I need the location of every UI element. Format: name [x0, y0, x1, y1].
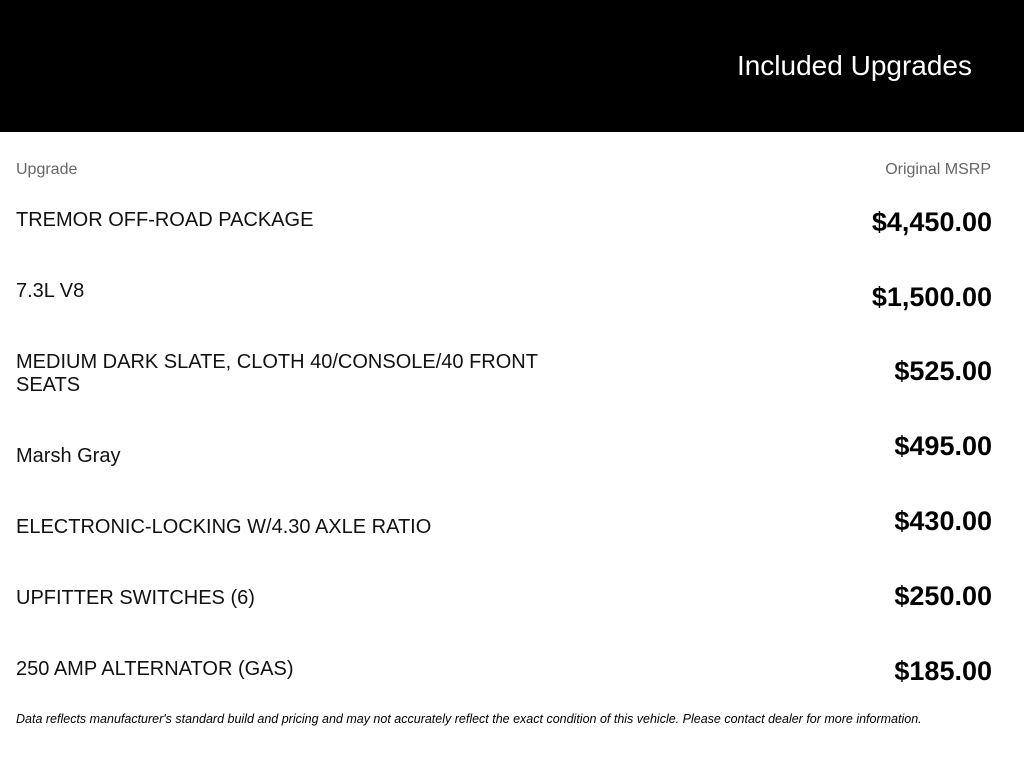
disclaimer-text: Data reflects manufacturer's standard build and pricing and may not accurately reflect the exact condition of this vehicle. Please contact dealer for more information. — [16, 712, 922, 726]
page-title: Included Upgrades — [736, 50, 972, 81]
upgrade-name: Marsh Gray — [16, 445, 121, 467]
upgrade-name: TREMOR OFF-ROAD PACKAGE — [16, 209, 314, 231]
upgrade-price: $430.00 — [894, 506, 992, 536]
column-header-upgrade: Upgrade — [16, 161, 78, 178]
upgrade-price: $525.00 — [894, 356, 992, 386]
upgrade-name: MEDIUM DARK SLATE, CLOTH 40/CONSOLE/40 FRONT SEATS — [16, 351, 538, 396]
upgrade-name: UPFITTER SWITCHES (6) — [16, 587, 255, 609]
upgrade-name: 7.3L V8 — [16, 280, 85, 302]
upgrade-price: $185.00 — [894, 656, 992, 686]
upgrade-name: ELECTRONIC-LOCKING W/4.30 AXLE RATIO — [16, 516, 432, 538]
upgrade-price: $4,450.00 — [871, 207, 992, 237]
column-header-msrp: Original MSRP — [885, 161, 991, 178]
upgrade-name: 250 AMP ALTERNATOR (GAS) — [16, 658, 294, 680]
header-banner — [0, 0, 1024, 132]
upgrade-price: $1,500.00 — [871, 282, 992, 312]
upgrade-price: $250.00 — [894, 581, 992, 611]
upgrade-price: $495.00 — [894, 431, 992, 461]
